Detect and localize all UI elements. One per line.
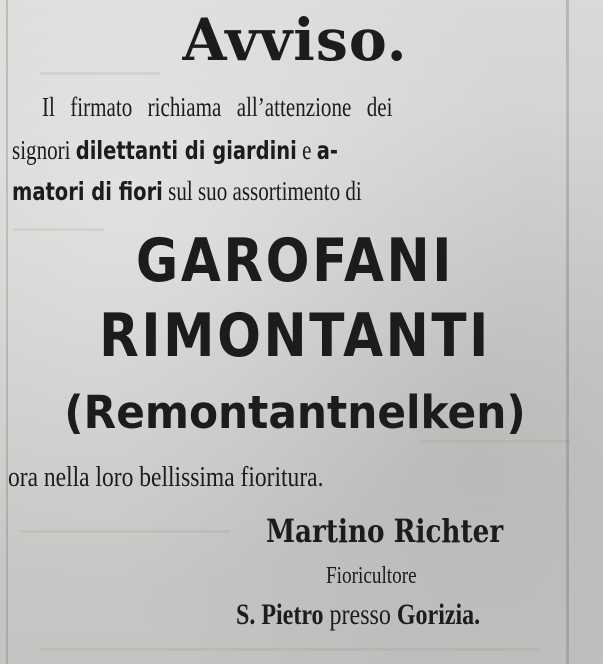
bleed-through-line: [420, 440, 570, 443]
intro-line-1: [42, 92, 392, 123]
notice-title: Avviso.: [182, 6, 408, 74]
signer-location: [236, 598, 480, 632]
intro-line-3: [12, 176, 362, 207]
bloom-status-line: ora nella loro bellissima fioritura.: [8, 462, 324, 493]
conjunction-text: e: [296, 135, 317, 165]
bleed-through-line: [20, 530, 230, 533]
location-city: Gorizia.: [396, 598, 481, 631]
assortment-text: sul suo assortimento di: [162, 176, 362, 206]
audience-emphasis: dilettanti di giardini: [75, 136, 297, 165]
location-town: S. Pietro: [236, 598, 324, 631]
intro-text-prefix: signori: [12, 135, 76, 165]
intro-line-2: [12, 135, 338, 166]
page-fold-right: [566, 0, 569, 664]
product-headline-line-2: RIMONTANTI: [99, 301, 491, 371]
page-fold-left: [6, 0, 8, 664]
german-product-name: (Remontantnelken): [64, 386, 526, 439]
audience-emphasis-start: a-: [316, 136, 339, 165]
product-headline-line-1: GAROFANI: [135, 226, 455, 296]
signer-role: Fioricultore: [326, 563, 417, 589]
bleed-through-line: [40, 648, 540, 651]
intro-text: Il firmato richiama all’attenzione dei: [42, 92, 393, 122]
location-preposition: presso: [323, 598, 397, 631]
signer-name: Martino Richter: [266, 512, 504, 550]
audience-emphasis-end: matori di fiori: [12, 177, 163, 206]
